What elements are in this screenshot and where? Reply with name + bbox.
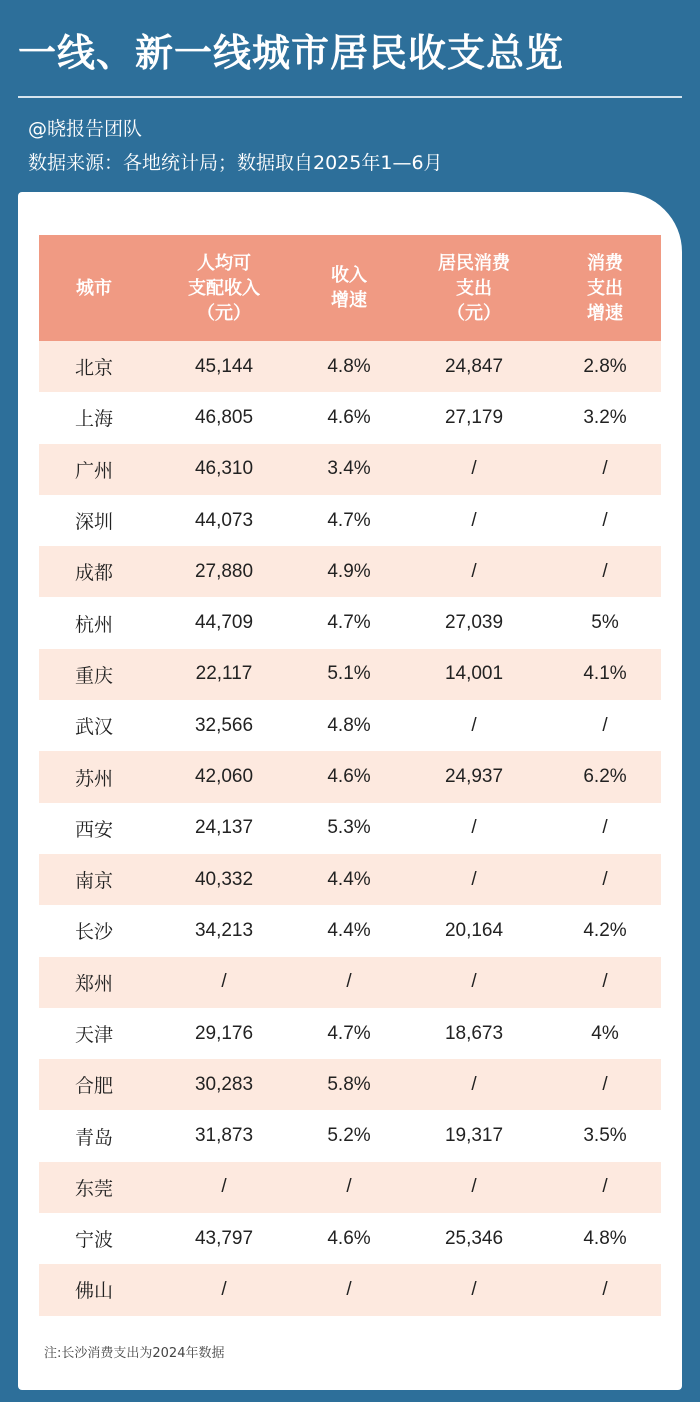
table-row <box>39 854 661 905</box>
col-income-growth-cell: / <box>346 971 352 993</box>
col-consumption-spending-cell: / <box>471 509 477 531</box>
table-row <box>39 957 661 1008</box>
col-disposable-income-cell: 24,137 <box>194 817 254 839</box>
header-line: 消费 <box>587 252 623 274</box>
col-consumption-growth-cell: / <box>602 458 608 480</box>
col-consumption-spending-cell: 14,001 <box>444 663 504 685</box>
col-city-cell: 重庆 <box>74 664 113 687</box>
col-consumption-spending-cell: / <box>471 817 477 839</box>
col-income-growth-cell: / <box>346 1278 352 1300</box>
col-disposable-income-cell: / <box>221 1176 227 1198</box>
table-card <box>18 192 682 1390</box>
header-line: （元） <box>197 302 251 324</box>
table-row <box>39 444 661 495</box>
col-disposable-income-header <box>149 235 299 341</box>
table-row <box>39 392 661 443</box>
col-consumption-spending-header <box>399 235 549 341</box>
col-city-cell: 北京 <box>74 357 113 380</box>
col-city-cell: 青岛 <box>74 1126 113 1149</box>
col-consumption-growth-cell: / <box>602 971 608 993</box>
col-consumption-spending-cell: / <box>471 1176 477 1198</box>
col-disposable-income-cell: 40,332 <box>194 868 254 890</box>
table-row <box>39 905 661 956</box>
col-consumption-spending-cell: 27,179 <box>444 406 504 428</box>
table-row <box>39 495 661 546</box>
col-consumption-spending-cell: / <box>471 714 477 736</box>
col-disposable-income-cell: / <box>221 1278 227 1300</box>
col-income-growth-cell: 5.1% <box>327 663 371 685</box>
col-disposable-income-cell: 44,709 <box>194 612 254 634</box>
col-income-growth-cell: / <box>346 1176 352 1198</box>
header <box>0 0 700 200</box>
col-disposable-income-cell: 43,797 <box>194 1227 254 1249</box>
col-consumption-growth-cell: / <box>602 714 608 736</box>
col-consumption-growth-cell: / <box>602 1176 608 1198</box>
col-disposable-income-cell: 46,310 <box>194 458 254 480</box>
income-expenditure-table <box>39 235 661 1316</box>
col-consumption-spending-cell: / <box>471 458 477 480</box>
col-consumption-growth-cell: 5% <box>591 612 619 634</box>
col-income-growth-cell: 4.6% <box>327 1227 371 1249</box>
header-line: 支出 <box>456 277 492 299</box>
header-line: 增速 <box>331 290 367 311</box>
table-row <box>39 803 661 854</box>
table-row <box>39 700 661 751</box>
source-line: 数据来源：各地统计局；数据取自2025年1—6月 <box>28 152 443 174</box>
col-disposable-income-cell: 30,283 <box>194 1073 254 1095</box>
page-title: 一线、新一线城市居民收支总览 <box>18 31 565 75</box>
col-city-cell: 天津 <box>74 1024 113 1046</box>
footnote: 注:长沙消费支出为2024年数据 <box>44 1346 225 1361</box>
col-consumption-growth-cell: 4% <box>591 1022 619 1044</box>
col-consumption-growth-cell: 3.5% <box>583 1125 627 1147</box>
table-header-row <box>39 235 661 341</box>
col-consumption-spending-cell: / <box>471 971 477 993</box>
col-consumption-growth-cell: 3.2% <box>583 406 627 428</box>
col-consumption-growth-cell: / <box>602 1278 608 1300</box>
col-consumption-growth-cell: / <box>602 560 608 582</box>
col-consumption-growth-cell: 4.2% <box>583 919 627 941</box>
col-income-growth-cell: 4.4% <box>327 919 371 941</box>
col-consumption-spending-cell: 27,039 <box>444 612 504 634</box>
table-row <box>39 597 661 648</box>
col-income-growth-cell: 4.7% <box>327 1022 371 1044</box>
col-consumption-spending-cell: / <box>471 1073 477 1095</box>
col-disposable-income-cell: 46,805 <box>194 406 254 428</box>
col-income-growth-cell: 3.4% <box>327 458 371 480</box>
col-city-cell: 佛山 <box>74 1280 113 1303</box>
col-income-growth-cell: 4.9% <box>327 560 371 582</box>
col-city-header <box>39 235 149 341</box>
table-row <box>39 546 661 597</box>
col-consumption-growth-cell: 4.1% <box>583 663 627 685</box>
col-city-cell: 广州 <box>74 459 113 482</box>
col-consumption-spending-cell: 24,847 <box>444 355 504 377</box>
col-income-growth-cell: 4.6% <box>327 766 371 788</box>
col-consumption-growth-cell: / <box>602 509 608 531</box>
col-consumption-spending-cell: / <box>471 1278 477 1300</box>
col-city-cell: 武汉 <box>74 716 113 739</box>
col-city-cell: 合肥 <box>74 1075 113 1098</box>
col-city-cell: 宁波 <box>74 1229 113 1252</box>
col-city-cell: 东莞 <box>74 1177 113 1200</box>
col-disposable-income-cell: / <box>221 971 227 993</box>
col-consumption-spending-cell: / <box>471 560 477 582</box>
col-income-growth-cell: 5.8% <box>327 1073 371 1095</box>
table-row <box>39 1264 661 1315</box>
col-income-growth-cell: 4.6% <box>327 406 371 428</box>
col-income-growth-cell: 5.3% <box>327 817 371 839</box>
header-line: 支出 <box>587 277 623 299</box>
col-disposable-income-cell: 29,176 <box>194 1022 254 1044</box>
col-city-cell: 深圳 <box>74 511 113 534</box>
col-consumption-growth-header <box>549 235 661 341</box>
col-disposable-income-cell: 44,073 <box>194 509 254 531</box>
col-city-cell: 上海 <box>74 408 113 431</box>
table-row <box>39 341 661 392</box>
col-consumption-growth-cell: 4.8% <box>583 1227 627 1249</box>
header-line: 居民消费 <box>438 252 510 274</box>
col-disposable-income-cell: 22,117 <box>195 663 253 685</box>
col-disposable-income-cell: 42,060 <box>194 766 254 788</box>
table-body <box>39 341 661 1316</box>
col-city-cell: 杭州 <box>74 613 113 636</box>
header-line: 城市 <box>76 277 112 299</box>
table-row <box>39 1008 661 1059</box>
col-city-cell: 长沙 <box>74 921 113 944</box>
col-city-cell: 西安 <box>74 818 113 841</box>
table-row <box>39 1059 661 1110</box>
col-income-growth-cell: 4.8% <box>327 355 371 377</box>
header-line: 人均可 <box>197 252 251 274</box>
table-row <box>39 1110 661 1161</box>
col-consumption-spending-cell: 18,673 <box>444 1022 504 1044</box>
header-line: 收入 <box>331 265 367 286</box>
col-city-cell: 成都 <box>74 562 113 585</box>
col-consumption-growth-cell: / <box>602 868 608 890</box>
header-line: 增速 <box>587 302 623 324</box>
col-consumption-spending-cell: 25,346 <box>444 1227 504 1249</box>
col-consumption-growth-cell: 2.8% <box>583 355 627 377</box>
table-row <box>39 1162 661 1213</box>
table-row <box>39 649 661 700</box>
col-income-growth-header <box>299 235 399 341</box>
col-consumption-growth-cell: / <box>602 817 608 839</box>
col-income-growth-cell: 4.7% <box>327 612 371 634</box>
col-consumption-spending-cell: 24,937 <box>444 766 504 788</box>
col-income-growth-cell: 5.2% <box>327 1125 371 1147</box>
table-row <box>39 751 661 802</box>
col-income-growth-cell: 4.8% <box>327 714 371 736</box>
col-city-cell: 南京 <box>74 870 113 893</box>
col-consumption-growth-cell: 6.2% <box>583 766 627 788</box>
col-city-cell: 苏州 <box>74 767 113 790</box>
col-consumption-spending-cell: / <box>471 868 477 890</box>
col-consumption-spending-cell: 20,164 <box>444 919 504 941</box>
table-row <box>39 1213 661 1264</box>
col-consumption-spending-cell: 19,317 <box>444 1125 504 1147</box>
col-consumption-growth-cell: / <box>602 1073 608 1095</box>
col-income-growth-cell: 4.7% <box>327 509 371 531</box>
col-city-cell: 郑州 <box>74 972 113 995</box>
header-line: （元） <box>447 302 501 324</box>
col-disposable-income-cell: 27,880 <box>194 560 254 582</box>
col-disposable-income-cell: 32,566 <box>194 714 254 736</box>
header-line: 支配收入 <box>188 277 260 299</box>
col-disposable-income-cell: 45,144 <box>194 355 254 377</box>
col-disposable-income-cell: 34,213 <box>194 919 254 941</box>
col-disposable-income-cell: 31,873 <box>194 1125 254 1147</box>
col-income-growth-cell: 4.4% <box>327 868 371 890</box>
title-divider <box>18 96 682 98</box>
author-line: @晓报告团队 <box>28 118 143 140</box>
